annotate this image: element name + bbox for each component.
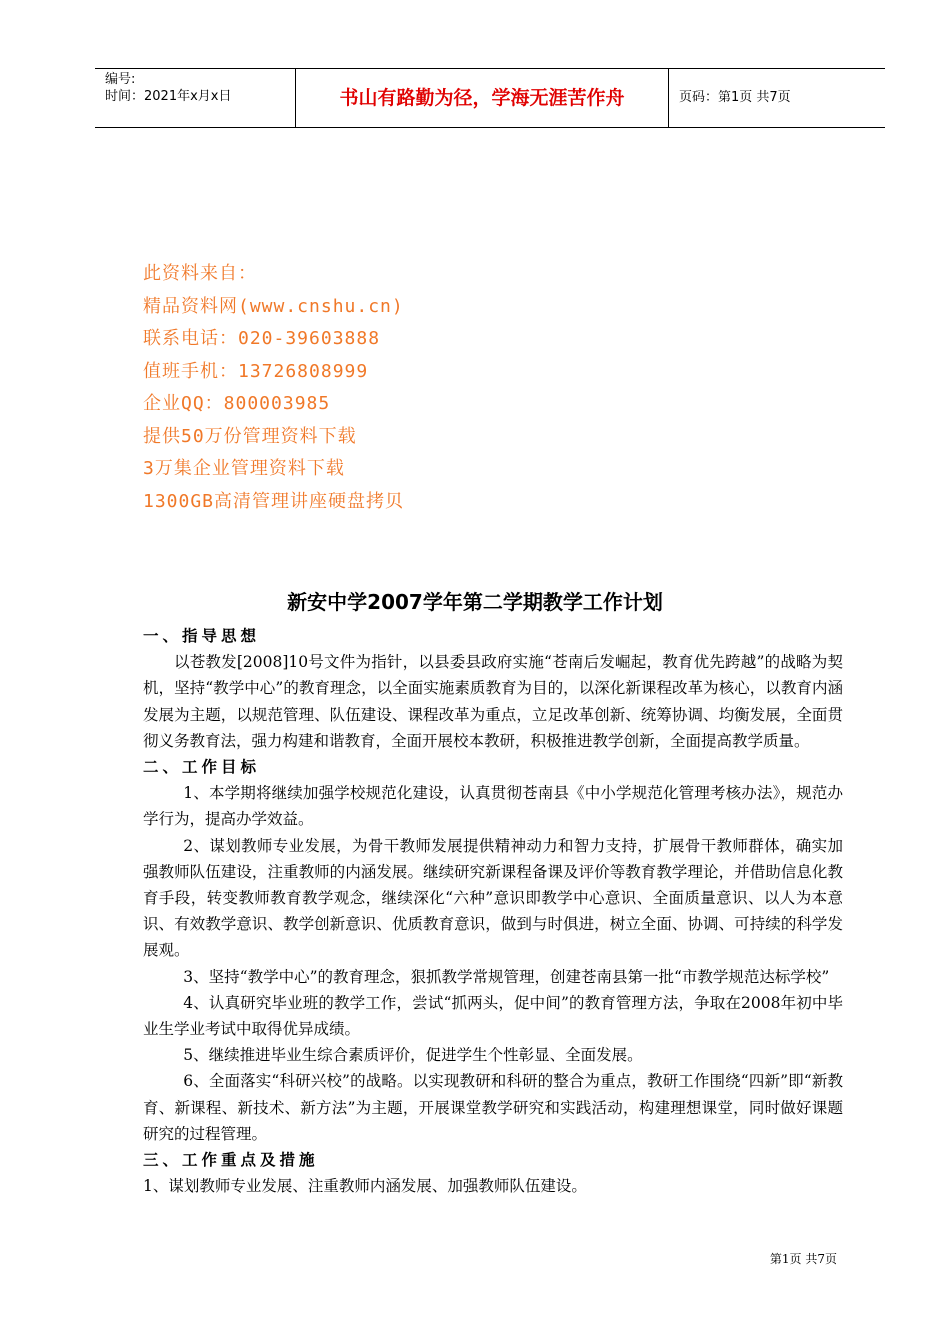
goal-item: 5、继续推进毕业生综合素质评价，促进学生个性彰显、全面发展。 bbox=[183, 1046, 643, 1065]
ad-line: 企业QQ：800003985 bbox=[143, 393, 331, 414]
section-heading: 三、工作重点及措施 bbox=[143, 1151, 319, 1170]
measure-item: 1、谋划教师专业发展、注重教师内涵发展、加强教师队伍建设。 bbox=[143, 1177, 587, 1196]
section-heading: 二、工作目标 bbox=[143, 758, 261, 777]
goal-item: 1、本学期将继续加强学校规范化建设，认真贯彻苍南县《中小学规范化管理考核办法》，规范办学行为，提高办学效益。 bbox=[143, 784, 843, 829]
header-page-info: 页码：第1页 共7页 bbox=[679, 90, 791, 105]
time-label: 时间：2021年x月x日 bbox=[105, 89, 232, 104]
goal-item: 6、全面落实“科研兴校”的战略。以实现教研和科研的整合为重点，教研工作围绕“四新”即“新教育、新课程、新技术、新方法”为主题，开展课堂教学研究和实践活动，构建理想课堂，同时做好课题研究的过程管理。 bbox=[143, 1072, 843, 1143]
ad-line: 提供50万份管理资料下载 bbox=[143, 425, 357, 447]
ad-line: 联系电话：020-39603888 bbox=[143, 328, 381, 349]
footer-page-number: 第1页 共7页 bbox=[769, 1252, 837, 1266]
ad-line: 值班手机：13726808999 bbox=[143, 360, 369, 382]
page-header bbox=[95, 68, 885, 128]
document-title: 新安中学2007学年第二学期教学工作计划 bbox=[287, 590, 663, 614]
goal-item: 4、认真研究毕业班的教学工作，尝试“抓两头，促中间”的教育管理方法，争取在2008年初中毕业生学业考试中取得优异成绩。 bbox=[143, 993, 843, 1039]
ad-line: 3万集企业管理资料下载 bbox=[143, 458, 345, 479]
number-label: 编号: bbox=[105, 72, 136, 87]
source-ad-block bbox=[143, 258, 404, 518]
section-heading: 一、指导思想 bbox=[143, 627, 261, 645]
paragraph: 以苍教发[2008]10号文件为指针，以县委县政府实施“苍南后发崛起，教育优先跨越”的战略为契机，坚持“教学中心”的教育理念，以全面实施素质教育为目的，以深化新课程改革为核心，以教育内涵发展为主题，以规范管理、队伍建设、课程改革为重点，立足改革创新、统筹协调、均衡发展，全面贯彻义务教育法，强力构建和谐教育，全面开展校本教研，积极推进教学创新，全面提高教学质量。 bbox=[143, 653, 843, 750]
header-meta-cell bbox=[95, 69, 296, 127]
ad-line: 此资料来自： bbox=[143, 263, 257, 284]
document-body bbox=[143, 623, 843, 1199]
goal-item: 3、坚持“教学中心”的教育理念，狠抓教学常规管理，创建苍南县第一批“市教学规范达标学校” bbox=[183, 967, 830, 986]
ad-line: 1300GB高清管理讲座硬盘拷贝 bbox=[143, 490, 405, 512]
ad-line: 精品资料网(www.cnshu.cn) bbox=[143, 295, 404, 317]
header-motto: 书山有路勤为径，学海无涯苦作舟 bbox=[296, 69, 669, 127]
goal-item: 2、谋划教师专业发展，为骨干教师发展提供精神动力和智力支持，扩展骨干教师群体，确实加强教师队伍建设，注重教师的内涵发展。继续研究新课程备课及评价等教育教学理论，并借助信息化教育手段，转变教师教育教学观念，继续深化“六种”意识即教学中心意识、全面质量意识、以人为本意识、有效教学意识、教学创新意识、优质教育意识，做到与时俱进，树立全面、协调、可持续的科学发展观。 bbox=[143, 836, 843, 960]
